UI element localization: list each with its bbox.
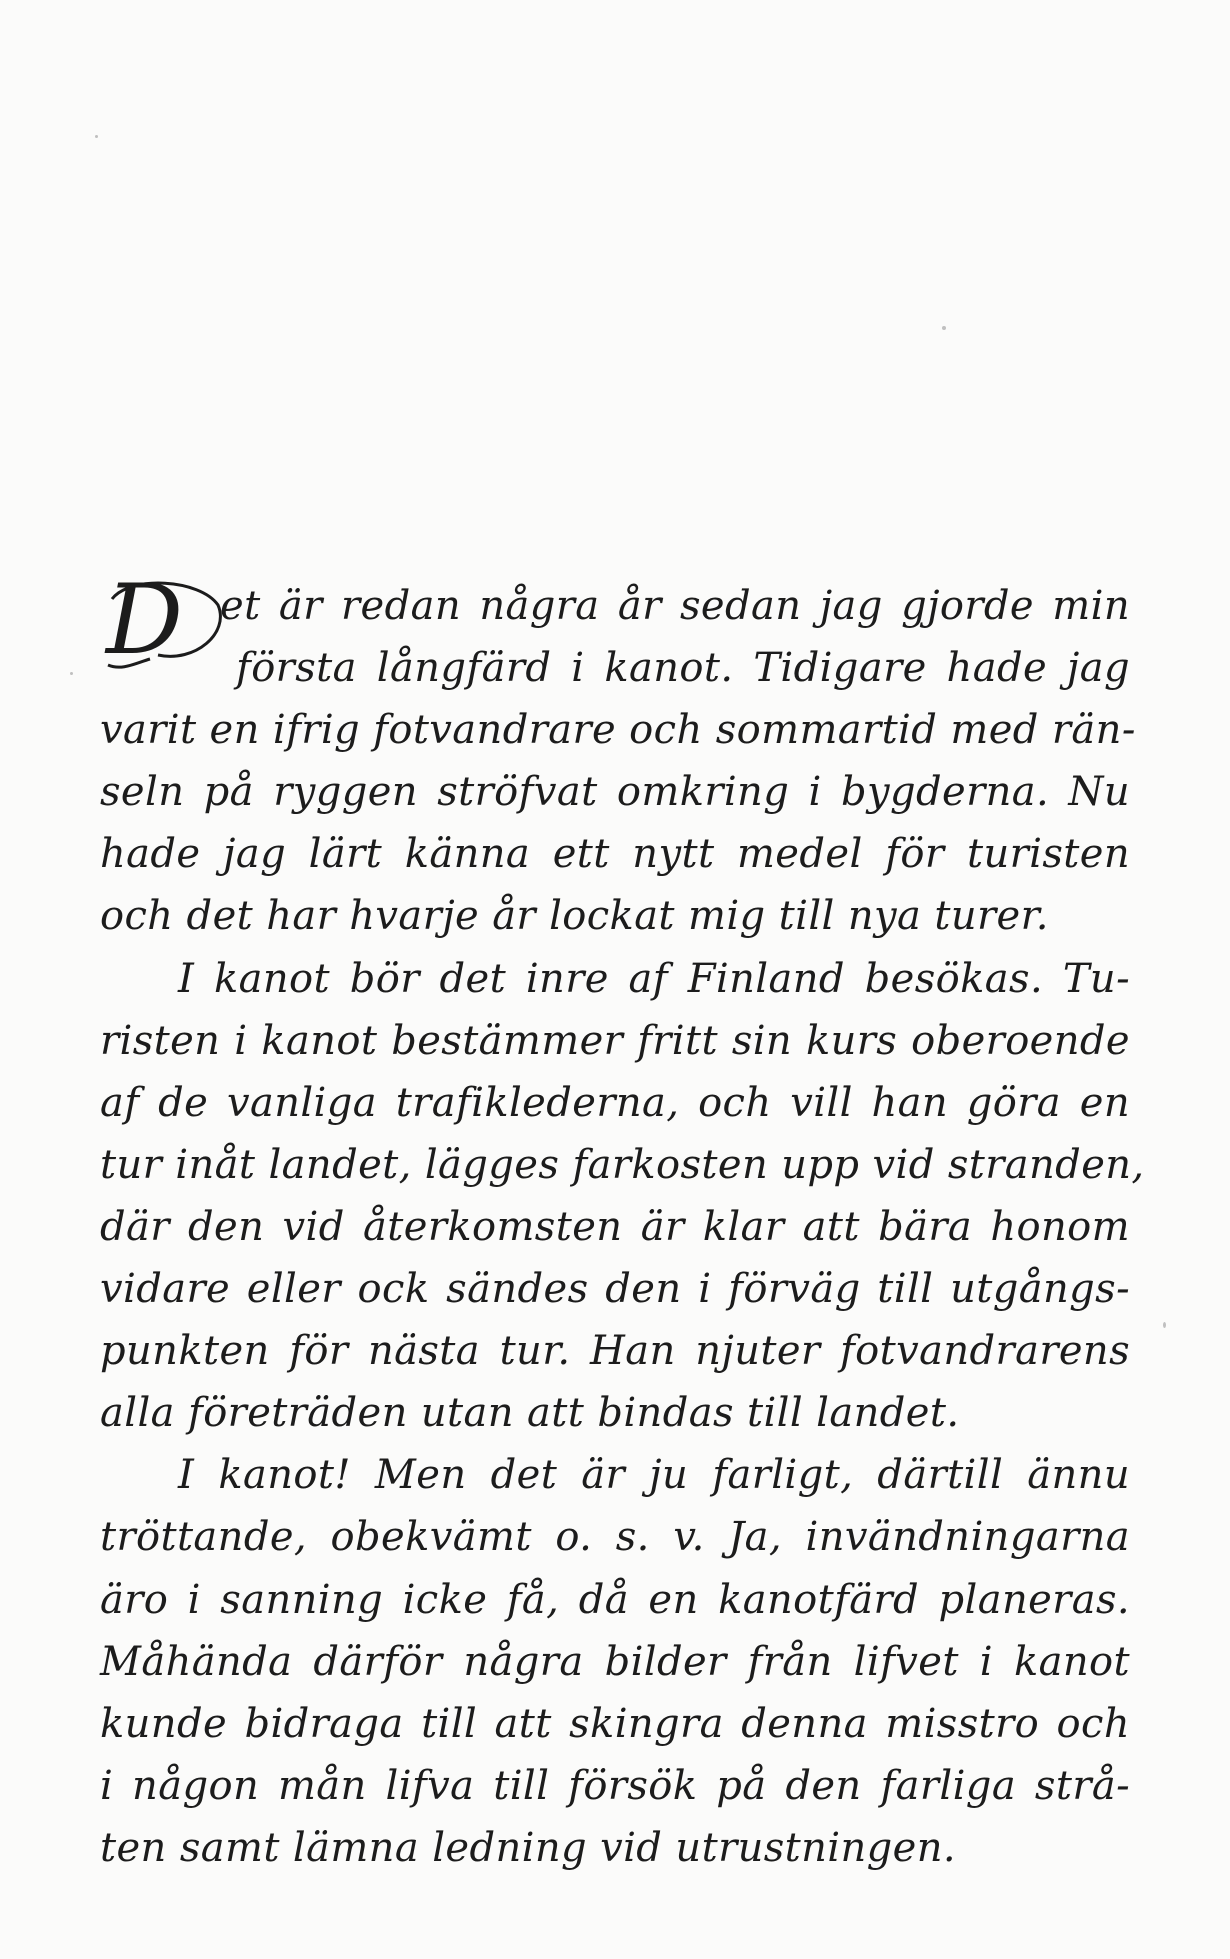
text-line: tröttande, obekvämt o. s. v. Ja, invändningarna: [100, 1514, 1130, 1561]
text-line: risten i kanot bestämmer fritt sin kurs oberoende: [100, 1017, 1130, 1064]
paper-speck: [942, 326, 946, 330]
text-line: alla företräden utan att bindas till landet.: [100, 1390, 960, 1437]
text-line: kunde bidraga till att skingra denna misstro och: [100, 1700, 1130, 1747]
text-line: och det har hvarje år lockat mig till nya turer.: [100, 893, 1049, 940]
text-line: tur inåt landet, lägges farkosten upp vid stranden,: [100, 1141, 1145, 1188]
paper-speck: [95, 135, 98, 138]
text-line: Måhända därför några bilder från lifvet i kanot: [100, 1638, 1130, 1685]
initial-letter: D: [106, 575, 183, 676]
text-line: seln på ryggen ströfvat omkring i bygderna. Nu: [100, 769, 1130, 816]
text-line: et är redan några år sedan jag gjorde min: [220, 583, 1130, 629]
text-line: I kanot! Men det är ju farligt, därtill ännu: [178, 1452, 1130, 1499]
text-line: punkten för nästa tur. Han njuter fotvandrarens: [100, 1328, 1130, 1375]
text-line: hade jag lärt känna ett nytt medel för turisten: [100, 831, 1130, 878]
text-line: I kanot bör det inre af Finland besökas. Tu-: [178, 955, 1130, 1002]
text-line: där den vid återkomsten är klar att bära honom: [100, 1203, 1130, 1250]
text-line: vidare eller ock sändes den i förväg till utgångs-: [100, 1266, 1130, 1313]
text-line: äro i sanning icke få, då en kanotfärd planeras.: [100, 1576, 1130, 1623]
paper-speck: [1163, 1322, 1166, 1328]
text-line: ten samt lämna ledning vid utrustningen.: [100, 1824, 957, 1871]
text-line: i någon mån lifva till försök på den farliga strå-: [100, 1762, 1130, 1809]
text-line: af de vanliga trafiklederna, och vill han göra en: [100, 1079, 1130, 1126]
body-text: [100, 575, 1145, 1879]
text-line: första långfärd i kanot. Tidigare hade jag: [236, 645, 1130, 692]
text-line: varit en ifrig fotvandrare och sommartid med rän-: [100, 707, 1136, 754]
paper-speck: [70, 672, 73, 675]
